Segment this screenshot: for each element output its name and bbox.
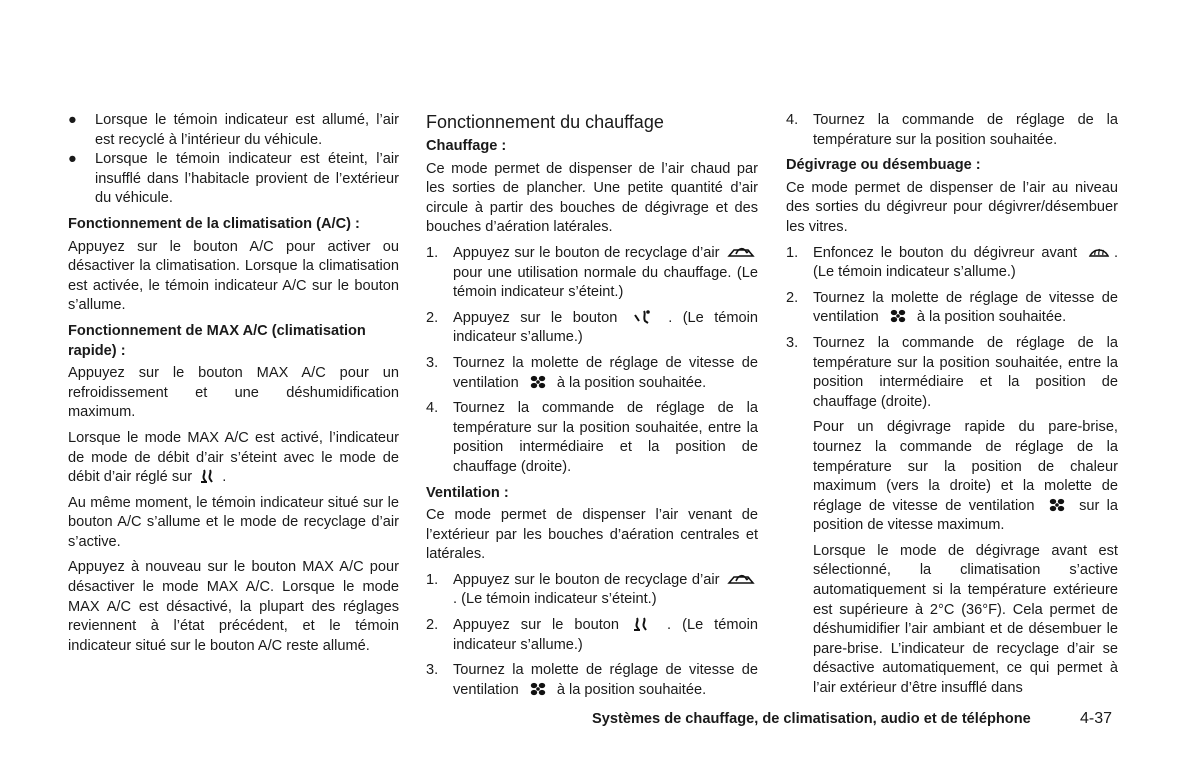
list-item: [426, 571, 758, 610]
list-item: [426, 661, 758, 700]
fan-icon: [525, 374, 551, 390]
list-text: Tournez la commande de réglage de la température sur la position souhaitée, entre la position intermédiaire et la position de chauffage (droite).: [813, 334, 1118, 410]
air-recirculation-icon: [726, 571, 756, 587]
list-item: [786, 244, 1118, 283]
list-number: 1.: [786, 244, 799, 261]
floor-mode-icon: [630, 309, 656, 325]
max-ac-paragraph: Appuyez à nouveau sur le bouton MAX A/C pour désactiver le mode MAX A/C. Lorsque le mode MAX A/C est désactivé, la plupart des réglages reviennent à l’état précédent, et le témoin indicateur situé sur le bouton A/C reste allumé.: [68, 559, 399, 654]
list-item: [426, 309, 758, 348]
list-item: [786, 111, 1118, 150]
column-left: [68, 111, 399, 662]
list-text: pour une utilisation normale du chauffage. (Le témoin indicateur s’éteint.): [453, 264, 758, 301]
defrost-heading: Dégivrage ou désembuage :: [786, 157, 981, 174]
list-number: 1.: [426, 244, 439, 261]
bullet-item: [68, 111, 399, 150]
paragraph-text: sur la position de vitesse maximum.: [813, 497, 1118, 534]
paragraph-text: .: [222, 469, 227, 486]
list-text: Tournez la molette de réglage de vitesse de ventilation: [453, 662, 758, 698]
max-ac-heading: Fonctionnement de MAX A/C (climatisation rapide) :: [68, 322, 366, 359]
list-text: Appuyez sur le bouton: [453, 617, 620, 634]
list-text: . (Le témoin indicateur s’éteint.): [453, 591, 657, 608]
list-number: 1.: [426, 571, 439, 588]
list-text: Appuyez sur le bouton de recyclage d’air: [453, 571, 720, 588]
list-number: 3.: [426, 354, 439, 371]
list-text: . (Le témoin indicateur s’allume.): [453, 309, 759, 346]
list-number: 4.: [786, 112, 799, 128]
bullet-text: Lorsque le témoin indicateur est éteint, l’air insufflé dans l’habitacle provient de l’extérieur du véhicule.: [95, 151, 399, 207]
list-number: 2.: [426, 309, 439, 326]
bullet-icon: ●: [68, 151, 77, 168]
indented-paragraph: [786, 418, 1118, 536]
list-text: Appuyez sur le bouton: [453, 309, 618, 326]
heating-heading: Chauffage :: [426, 138, 507, 154]
list-text: Tournez la molette de réglage de vitesse de ventilation: [813, 289, 1118, 326]
bullet-icon: ●: [68, 112, 77, 128]
foot-vent-mode-icon: [198, 468, 216, 484]
list-number: 3.: [786, 334, 799, 351]
list-text: . (Le témoin indicateur s’allume.): [813, 244, 1118, 281]
list-text: à la position souhaitée.: [916, 309, 1067, 326]
heating-intro: Ce mode permet de dispenser de l’air chaud par les sorties de plancher. Une petite quantité d’air circule à partir des bouches de dégivrage et des bouches d’aération latérales.: [426, 160, 758, 236]
list-text: Tournez la molette de réglage de vitesse de ventilation: [453, 354, 758, 391]
fan-icon: [1044, 497, 1070, 513]
defrost-intro: Ce mode permet de dispenser de l’air au niveau des sorties du dégivreur pour dégivrer/désembuer les vitres.: [786, 179, 1118, 235]
chapter-footer-title: Systèmes de chauffage, de climatisation, audio et de téléphone: [592, 711, 1031, 727]
max-ac-paragraph: [68, 429, 399, 488]
paragraph-text: Pour un dégivrage rapide du pare-brise, tournez la commande de réglage de la température sur la position de chaleur maximum (vers la droite) et la molette de réglage de vitesse de ventilation: [813, 419, 1118, 514]
list-item: [786, 289, 1118, 328]
ac-paragraph: Appuyez sur le bouton A/C pour activer ou désactiver la climatisation. Lorsque la climatisation est activée, le témoin indicateur A/C sur le bouton s’allume.: [68, 238, 399, 314]
column-middle: [426, 111, 758, 706]
list-text: à la position souhaitée.: [556, 681, 707, 698]
max-ac-paragraph: Au même moment, le témoin indicateur situé sur le bouton A/C s’allume et le mode de recyclage d’air s’active.: [68, 494, 399, 550]
list-text: Enfoncez le bouton du dégivreur avant: [813, 244, 1078, 261]
list-item: [426, 244, 758, 303]
bullet-item: [68, 150, 399, 209]
list-text: Tournez la commande de réglage de la température sur la position souhaitée, entre la position intermédiaire et la position de chauffage (droite).: [453, 400, 758, 475]
list-item: [426, 399, 758, 477]
list-text: Tournez la commande de réglage de la température sur la position souhaitée.: [813, 112, 1118, 148]
indented-paragraph: Lorsque le mode de dégivrage avant est sélectionné, la climatisation s’active automatiquement si la température extérieure est supérieure à 2°C (36°F). Cela permet de déshumidifier l’air ambiant et de désembuer le pare-brise. L’indicateur de recyclage d’air se désactive automatiquement, ce qui permet à l’air extérieur d’être insufflé dans: [813, 542, 1118, 697]
list-number: 2.: [786, 289, 799, 306]
paragraph-text: Lorsque le mode MAX A/C est activé, l’indicateur de mode de débit d’air s’éteint avec le mode de débit d’air réglé sur: [68, 429, 399, 486]
list-number: 3.: [426, 662, 439, 679]
list-text: . (Le témoin indicateur s’allume.): [453, 617, 758, 653]
vent-mode-icon: [632, 616, 654, 632]
front-defroster-icon: [1086, 244, 1112, 260]
ventilation-heading: Ventilation :: [426, 484, 509, 501]
list-item: [426, 616, 758, 655]
list-item: [426, 354, 758, 393]
fan-icon: [525, 681, 551, 697]
ventilation-intro: Ce mode permet de dispenser l’air venant de l’extérieur par les bouches d’aération centrales et latérales.: [426, 507, 758, 563]
list-number: 2.: [426, 617, 439, 634]
fan-icon: [885, 308, 911, 324]
list-text: Appuyez sur le bouton de recyclage d’air: [453, 244, 720, 261]
list-item: [786, 334, 1118, 412]
ac-heading: Fonctionnement de la climatisation (A/C) :: [68, 215, 360, 232]
page-number: 4-37: [1080, 710, 1113, 727]
column-right: [786, 111, 1118, 705]
bullet-text: Lorsque le témoin indicateur est allumé, l’air est recyclé à l’intérieur du véhicule.: [95, 112, 399, 148]
section-title: Fonctionnement du chauffage: [426, 112, 664, 132]
list-number: 4.: [426, 400, 439, 417]
air-recirculation-icon: [726, 244, 756, 260]
list-text: à la position souhaitée.: [556, 374, 707, 391]
max-ac-paragraph: Appuyez sur le bouton MAX A/C pour un refroidissement et une déshumidification maximum.: [68, 365, 399, 421]
